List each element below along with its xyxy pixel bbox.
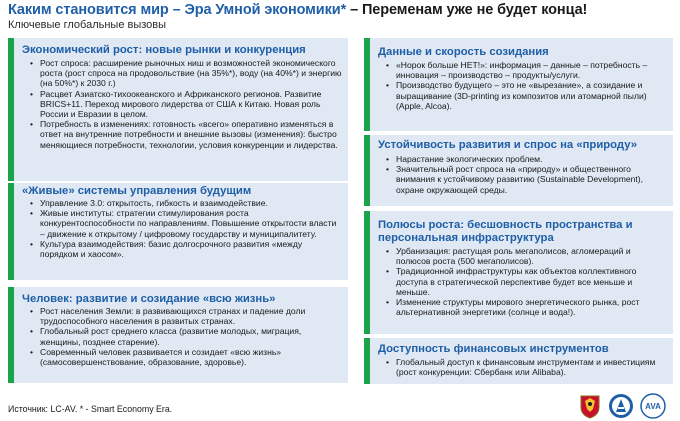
panel-title: «Живые» системы управления будущим [22, 185, 252, 197]
page-title-main: Каким становится мир – Эра Умной экономики* [8, 2, 347, 18]
list-item: • Нарастание экологических проблем. [384, 154, 667, 164]
bullet-list [384, 357, 667, 377]
accent-bar [364, 135, 370, 206]
list-item: • Производство будущего – это не «вырезание», а созидание и выращивание (3D-printing из композитов или атомарной пыли) (Apple, Alcoa). [384, 80, 667, 111]
panel-title: Полюсы роста: бесшовность пространства и персональная инфраструктура [378, 219, 633, 244]
coat-of-arms-icon [578, 393, 602, 419]
accent-bar [8, 287, 14, 383]
panel-title: Доступность финансовых инструментов [378, 343, 609, 355]
ava-logo-text: AVA [645, 402, 661, 411]
list-item: • Традиционной инфраструктуры как объектов коллективного доступа в стратегической перспективе будет все меньше и меньше. [384, 266, 667, 297]
list-item: • Рост населения Земли: в развивающихся странах и падение доли трудоспособного населения в развитых странах. [28, 306, 342, 326]
accent-bar [8, 183, 14, 280]
panel-title: Данные и скорость созидания [378, 46, 549, 58]
bullet-list [384, 154, 667, 195]
bullet-list [28, 198, 342, 259]
source-note: Источник: LC-AV. * - Smart Economy Era. [8, 404, 173, 414]
panel-title: Человек: развитие и созидание «всю жизнь» [22, 293, 276, 305]
list-item: • Живые институты: стратегии стимулирования роста конкурентоспособности по направлениям. Повышение открытости власти – движение к открытому / цифровому государству и муниципалитету. [28, 208, 342, 239]
list-item: • «Норок больше НЕТ!»: информация – данные – потребность – инновация – производство – продукты/услуги. [384, 60, 667, 80]
bullet-list [28, 58, 342, 150]
panel-sustainability [364, 135, 673, 206]
list-item: • Управление 3.0: открытость, гибкость и взаимодействие. [28, 198, 342, 208]
panel-growth-poles [364, 211, 673, 334]
page-subtitle: Ключевые глобальные вызовы [8, 19, 167, 31]
panel-financial-access [364, 338, 673, 384]
ava-logo-icon [640, 393, 674, 419]
logo-group [578, 393, 674, 419]
list-item: • Культура взаимодействия: базис долгосрочного развития «между порядком и хаосом». [28, 239, 342, 259]
list-item: • Значительный рост спроса на «природу» и общественного внимания к устойчивому развитию (Sustainable Development), охране окружающей среды. [384, 164, 667, 195]
panel-human-development [8, 287, 348, 383]
accent-bar [364, 338, 370, 384]
list-item: • Современный человек развивается и созидает «всю жизнь» (самосовершенствование, образование, здоровье). [28, 347, 342, 367]
list-item: • Рост спроса: расширение рыночных ниш и возможностей экономического роста (рост спроса на продовольствие (на 35%*), воду (на 40%*) и энергию (на 50%*) к 2030 г.) [28, 58, 342, 89]
list-item: • Изменение структуры мирового энергетического рынка, рост альтернативной энергетики (солнце и вода!). [384, 297, 667, 317]
bullet-list [384, 246, 667, 317]
bullet-list [28, 306, 342, 367]
panel-economic-growth [8, 38, 348, 181]
accent-bar [364, 211, 370, 334]
bullet-list [384, 60, 667, 111]
panel-data-speed [364, 38, 673, 131]
list-item: • Расцвет Азиатско-тихоокеанского и Африканского регионов. Развитие BRICS+11. Переход мирового лидерства от США к Китаю. Новая роль России и Евразии в целом. [28, 89, 342, 120]
list-item: • Глобальный доступ к финансовым инструментам и инвестициям (рост конкуренции: Сбербанк или Alibaba). [384, 357, 667, 377]
emblem-icon [608, 393, 634, 419]
panel-living-governance [8, 183, 348, 280]
list-item: • Глобальный рост среднего класса (развитие молодых, миграция, женщины, позднее старение). [28, 326, 342, 346]
list-item: • Потребность в изменениях: готовность «всего» оперативно изменяться в ответ на внутренние потребности и внешние вызовы (изменения): быстро меняющиеся потребности, технологии, условия конкуренции и лидерства. [28, 119, 342, 150]
page-title-rest: – Переменам уже не будет конца! [346, 2, 588, 18]
panel-title: Экономический рост: новые рынки и конкуренция [22, 44, 306, 56]
page-title [8, 2, 587, 18]
list-item: • Урбанизация: растущая роль мегаполисов, агломераций и полюсов роста (500 мегаполисов). [384, 246, 667, 266]
panel-title: Устойчивость развития и спрос на «природу» [378, 139, 638, 151]
accent-bar [364, 38, 370, 131]
accent-bar [8, 38, 14, 181]
